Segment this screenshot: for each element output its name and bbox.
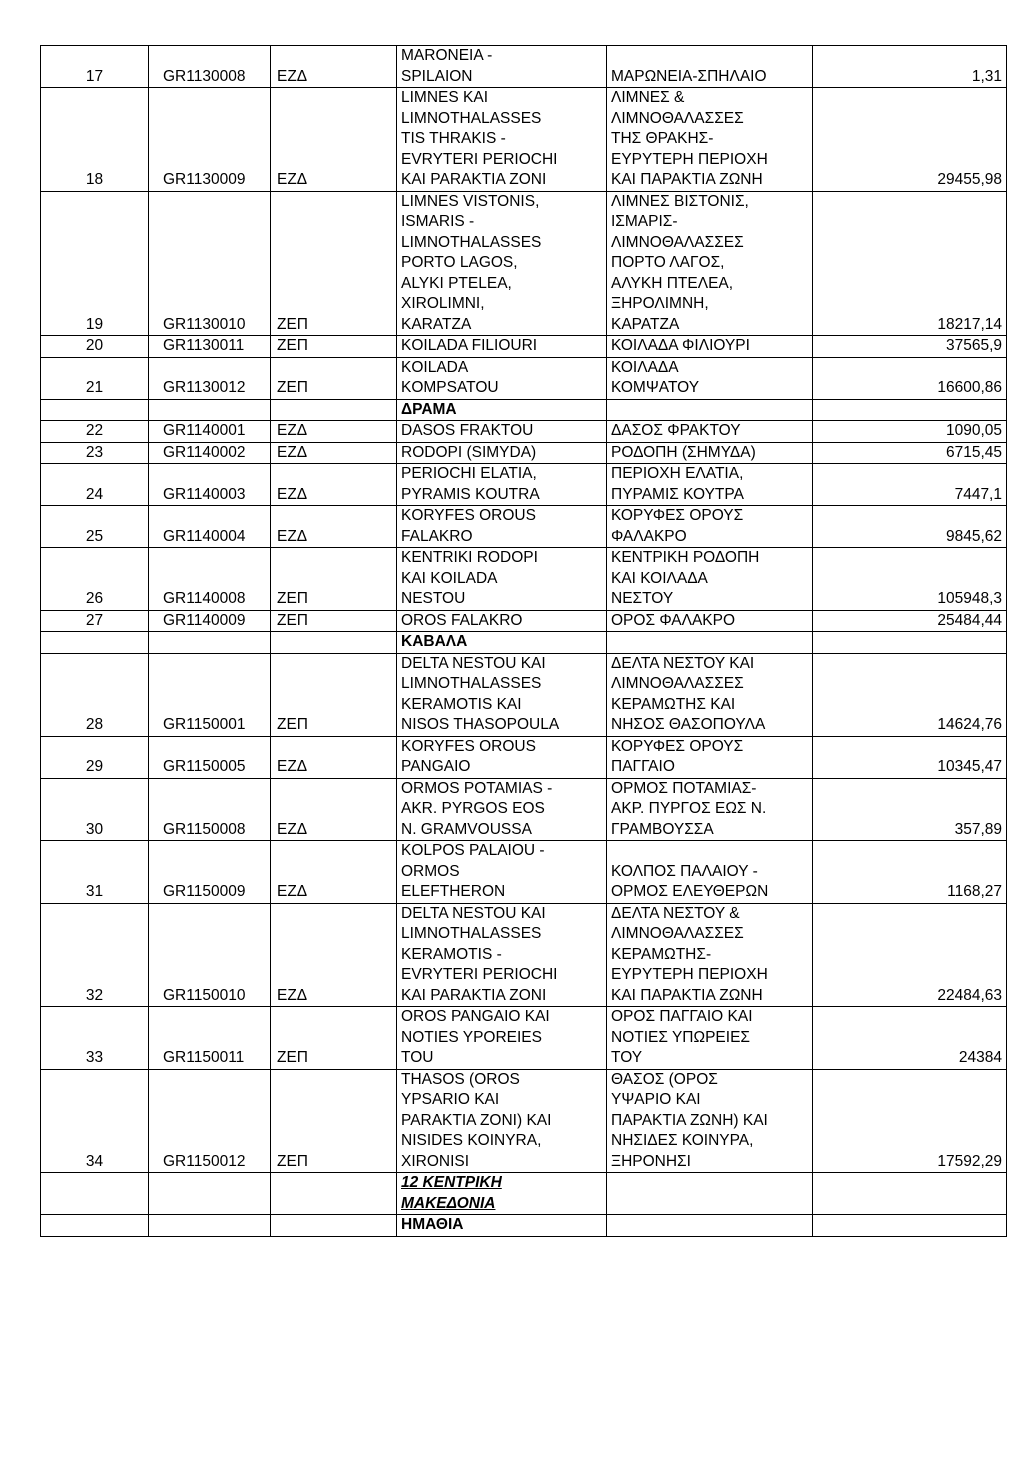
site-name-latin-cell: KENTRIKI RODOPI KAI KOILADA NESTOU	[397, 548, 607, 611]
area-cell: 357,89	[813, 778, 1007, 841]
row-number-cell: 28	[41, 653, 149, 736]
site-type-cell: ΖΕΠ	[271, 1007, 397, 1070]
site-code-cell: GR1140004	[149, 506, 271, 548]
site-name-latin-cell: RODOPI (SIMYDA)	[397, 442, 607, 464]
site-code-cell: GR1150009	[149, 841, 271, 904]
site-name-greek-cell: ΛΙΜΝΕΣ ΒΙΣΤΟΝΙΣ, ΙΣΜΑΡΙΣ- ΛΙΜΝΟΘΑΛΑΣΣΕΣ ΠΟΡΤΟ ΛΑΓΟΣ, ΑΛΥΚΗ ΠΤΕΛΕΑ, ΞΗΡΟΛΙΜΝΗ, ΚΑΡΑΤΖΑ	[607, 191, 813, 336]
site-name-latin-cell: LIMNES KAI LIMNOTHALASSES TIS THRAKIS - EVRYTERI PERIOCHI KAI PARAKTIA ZONI	[397, 88, 607, 192]
site-name-latin-cell: OROS PANGAIO KAI NOTIES YPOREIES TOU	[397, 1007, 607, 1070]
table-row	[41, 548, 1007, 611]
site-name-greek-cell: ΟΡΜΟΣ ΠΟΤΑΜΙΑΣ- ΑΚΡ. ΠΥΡΓΟΣ ΕΩΣ Ν. ΓΡΑΜΒΟΥΣΣΑ	[607, 778, 813, 841]
section-empty-cell	[813, 1215, 1007, 1237]
table-row	[41, 903, 1007, 1007]
site-code-cell: GR1150008	[149, 778, 271, 841]
table-body	[41, 46, 1007, 1237]
section-empty-cell	[271, 632, 397, 654]
table-row	[41, 653, 1007, 736]
section-empty-cell	[607, 632, 813, 654]
site-type-cell: ΖΕΠ	[271, 1069, 397, 1173]
site-type-cell: ΕΖΔ	[271, 841, 397, 904]
site-code-cell: GR1130008	[149, 46, 271, 88]
site-name-greek-cell: ΚΟΡΥΦΕΣ ΟΡΟΥΣ ΠΑΓΓΑΙΟ	[607, 736, 813, 778]
row-number-cell: 31	[41, 841, 149, 904]
area-cell: 22484,63	[813, 903, 1007, 1007]
section-empty-cell	[813, 632, 1007, 654]
table-row	[41, 841, 1007, 904]
protected-areas-table	[40, 45, 1007, 1237]
section-empty-cell	[149, 1173, 271, 1215]
site-code-cell: GR1150011	[149, 1007, 271, 1070]
area-cell: 14624,76	[813, 653, 1007, 736]
site-type-cell: ΖΕΠ	[271, 653, 397, 736]
section-heading: ΗΜΑΘΙΑ	[397, 1215, 607, 1237]
site-name-latin-cell: OROS FALAKRO	[397, 610, 607, 632]
site-code-cell: GR1150001	[149, 653, 271, 736]
area-cell: 25484,44	[813, 610, 1007, 632]
section-empty-cell	[607, 1215, 813, 1237]
table-row	[41, 88, 1007, 192]
row-number-cell: 21	[41, 357, 149, 399]
section-row	[41, 1173, 1007, 1215]
site-code-cell: GR1140009	[149, 610, 271, 632]
area-cell: 29455,98	[813, 88, 1007, 192]
site-name-latin-cell: KOILADA FILIOURI	[397, 336, 607, 358]
section-empty-cell	[41, 1215, 149, 1237]
site-code-cell: GR1130011	[149, 336, 271, 358]
site-name-greek-cell: ΛΙΜΝΕΣ & ΛΙΜΝΟΘΑΛΑΣΣΕΣ ΤΗΣ ΘΡΑΚΗΣ- ΕΥΡΥΤΕΡΗ ΠΕΡΙΟΧΗ ΚΑΙ ΠΑΡΑΚΤΙΑ ΖΩΝΗ	[607, 88, 813, 192]
site-name-greek-cell: ΡΟΔΟΠΗ (ΣΗΜΥΔΑ)	[607, 442, 813, 464]
site-code-cell: GR1150010	[149, 903, 271, 1007]
site-type-cell: ΖΕΠ	[271, 191, 397, 336]
site-type-cell: ΕΖΔ	[271, 506, 397, 548]
site-name-greek-cell: ΔΑΣΟΣ ΦΡΑΚΤΟΥ	[607, 421, 813, 443]
site-type-cell: ΕΖΔ	[271, 46, 397, 88]
row-number-cell: 23	[41, 442, 149, 464]
site-name-greek-cell: ΚΟΛΠΟΣ ΠΑΛΑΙΟΥ - ΟΡΜΟΣ ΕΛΕΥΘΕΡΩΝ	[607, 841, 813, 904]
site-name-greek-cell: ΚΟΙΛΑΔΑ ΚΟΜΨΑΤΟΥ	[607, 357, 813, 399]
site-code-cell: GR1140008	[149, 548, 271, 611]
section-heading: ΔΡΑΜΑ	[397, 399, 607, 421]
row-number-cell: 22	[41, 421, 149, 443]
table-row	[41, 1007, 1007, 1070]
site-type-cell: ΖΕΠ	[271, 357, 397, 399]
site-type-cell: ΕΖΔ	[271, 442, 397, 464]
site-name-greek-cell: ΜΑΡΩΝΕΙΑ-ΣΠΗΛΑΙΟ	[607, 46, 813, 88]
section-row	[41, 399, 1007, 421]
table-row	[41, 357, 1007, 399]
row-number-cell: 33	[41, 1007, 149, 1070]
area-cell: 1090,05	[813, 421, 1007, 443]
site-name-greek-cell: ΚΕΝΤΡΙΚΗ ΡΟΔΟΠΗ ΚΑΙ ΚΟΙΛΑΔΑ ΝΕΣΤΟΥ	[607, 548, 813, 611]
site-name-latin-cell: KORYFES OROUS FALAKRO	[397, 506, 607, 548]
area-cell: 7447,1	[813, 464, 1007, 506]
site-name-latin-cell: MARONEIA - SPILAION	[397, 46, 607, 88]
table-row	[41, 464, 1007, 506]
area-cell: 9845,62	[813, 506, 1007, 548]
site-name-latin-cell: KOILADA KOMPSATOU	[397, 357, 607, 399]
table-row	[41, 736, 1007, 778]
section-row	[41, 1215, 1007, 1237]
site-name-greek-cell: ΚΟΙΛΑΔΑ ΦΙΛΙΟΥΡΙ	[607, 336, 813, 358]
site-name-latin-cell: KOLPOS PALAIOU - ORMOS ELEFTHERON	[397, 841, 607, 904]
row-number-cell: 19	[41, 191, 149, 336]
site-type-cell: ΕΖΔ	[271, 778, 397, 841]
site-name-latin-cell: DASOS FRAKTOU	[397, 421, 607, 443]
row-number-cell: 27	[41, 610, 149, 632]
site-type-cell: ΖΕΠ	[271, 336, 397, 358]
area-cell: 24384	[813, 1007, 1007, 1070]
site-type-cell: ΖΕΠ	[271, 610, 397, 632]
area-cell: 1,31	[813, 46, 1007, 88]
table-row	[41, 610, 1007, 632]
row-number-cell: 29	[41, 736, 149, 778]
row-number-cell: 30	[41, 778, 149, 841]
table-row	[41, 506, 1007, 548]
row-number-cell: 17	[41, 46, 149, 88]
row-number-cell: 26	[41, 548, 149, 611]
row-number-cell: 32	[41, 903, 149, 1007]
row-number-cell: 24	[41, 464, 149, 506]
section-row	[41, 632, 1007, 654]
site-type-cell: ΕΖΔ	[271, 421, 397, 443]
site-code-cell: GR1130010	[149, 191, 271, 336]
section-empty-cell	[271, 1215, 397, 1237]
site-code-cell: GR1150005	[149, 736, 271, 778]
section-empty-cell	[813, 399, 1007, 421]
section-empty-cell	[271, 399, 397, 421]
table-row	[41, 1069, 1007, 1173]
site-name-latin-cell: LIMNES VISTONIS, ISMARIS - LIMNOTHALASSES PORTO LAGOS, ALYKI PTELEA, XIROLIMNI, KARATZA	[397, 191, 607, 336]
site-type-cell: ΖΕΠ	[271, 548, 397, 611]
site-type-cell: ΕΖΔ	[271, 736, 397, 778]
site-name-latin-cell: THASOS (OROS YPSARIO KAI PARAKTIA ZONI) KAI NISIDES KOINYRA, XIRONISI	[397, 1069, 607, 1173]
table-row	[41, 778, 1007, 841]
area-cell: 17592,29	[813, 1069, 1007, 1173]
site-type-cell: ΕΖΔ	[271, 903, 397, 1007]
site-code-cell: GR1140003	[149, 464, 271, 506]
area-cell: 6715,45	[813, 442, 1007, 464]
area-cell: 105948,3	[813, 548, 1007, 611]
area-cell: 1168,27	[813, 841, 1007, 904]
section-empty-cell	[41, 632, 149, 654]
section-empty-cell	[149, 1215, 271, 1237]
site-type-cell: ΕΖΔ	[271, 464, 397, 506]
section-empty-cell	[41, 399, 149, 421]
site-code-cell: GR1140001	[149, 421, 271, 443]
table-row	[41, 336, 1007, 358]
row-number-cell: 20	[41, 336, 149, 358]
site-name-latin-cell: ORMOS POTAMIAS - AKR. PYRGOS EOS N. GRAMVOUSSA	[397, 778, 607, 841]
site-code-cell: GR1150012	[149, 1069, 271, 1173]
section-empty-cell	[813, 1173, 1007, 1215]
section-empty-cell	[41, 1173, 149, 1215]
section-empty-cell	[607, 1173, 813, 1215]
site-name-greek-cell: ΔΕΛΤΑ ΝΕΣΤΟΥ & ΛΙΜΝΟΘΑΛΑΣΣΕΣ ΚΕΡΑΜΩΤΗΣ- ΕΥΡΥΤΕΡΗ ΠΕΡΙΟΧΗ ΚΑΙ ΠΑΡΑΚΤΙΑ ΖΩΝΗ	[607, 903, 813, 1007]
site-code-cell: GR1130009	[149, 88, 271, 192]
site-code-cell: GR1140002	[149, 442, 271, 464]
section-empty-cell	[271, 1173, 397, 1215]
table-row	[41, 46, 1007, 88]
site-name-latin-cell: DELTA NESTOU KAI LIMNOTHALASSES KERAMOTIS - EVRYTERI PERIOCHI KAI PARAKTIA ZONI	[397, 903, 607, 1007]
section-empty-cell	[149, 399, 271, 421]
row-number-cell: 34	[41, 1069, 149, 1173]
section-empty-cell	[607, 399, 813, 421]
row-number-cell: 25	[41, 506, 149, 548]
table-row	[41, 442, 1007, 464]
site-name-latin-cell: DELTA NESTOU KAI LIMNOTHALASSES KERAMOTIS KAI NISOS THASOPOULA	[397, 653, 607, 736]
area-cell: 37565,9	[813, 336, 1007, 358]
site-name-greek-cell: ΠΕΡΙΟΧΗ ΕΛΑΤΙΑ, ΠΥΡΑΜΙΣ ΚΟΥΤΡΑ	[607, 464, 813, 506]
site-name-greek-cell: ΘΑΣΟΣ (ΟΡΟΣ ΥΨΑΡΙΟ ΚΑΙ ΠΑΡΑΚΤΙΑ ΖΩΝΗ) ΚΑΙ ΝΗΣΙΔΕΣ ΚΟΙΝΥΡΑ, ΞΗΡΟΝΗΣΙ	[607, 1069, 813, 1173]
site-name-greek-cell: ΔΕΛΤΑ ΝΕΣΤΟΥ ΚΑΙ ΛΙΜΝΟΘΑΛΑΣΣΕΣ ΚΕΡΑΜΩΤΗΣ ΚΑΙ ΝΗΣΟΣ ΘΑΣΟΠΟΥΛΑ	[607, 653, 813, 736]
site-name-latin-cell: PERIOCHI ELATIA, PYRAMIS KOUTRA	[397, 464, 607, 506]
row-number-cell: 18	[41, 88, 149, 192]
site-name-greek-cell: ΟΡΟΣ ΦΑΛΑΚΡΟ	[607, 610, 813, 632]
table-row	[41, 421, 1007, 443]
site-type-cell: ΕΖΔ	[271, 88, 397, 192]
section-heading: 12 ΚΕΝΤΡΙΚΗ ΜΑΚΕΔΟΝΙΑ	[397, 1173, 607, 1215]
section-heading: ΚΑΒΑΛΑ	[397, 632, 607, 654]
area-cell: 16600,86	[813, 357, 1007, 399]
site-name-greek-cell: ΚΟΡΥΦΕΣ ΟΡΟΥΣ ΦΑΛΑΚΡΟ	[607, 506, 813, 548]
area-cell: 10345,47	[813, 736, 1007, 778]
area-cell: 18217,14	[813, 191, 1007, 336]
table-row	[41, 191, 1007, 336]
section-empty-cell	[149, 632, 271, 654]
site-code-cell: GR1130012	[149, 357, 271, 399]
site-name-greek-cell: ΟΡΟΣ ΠΑΓΓΑΙΟ ΚΑΙ ΝΟΤΙΕΣ ΥΠΩΡΕΙΕΣ ΤΟΥ	[607, 1007, 813, 1070]
site-name-latin-cell: KORYFES OROUS PANGAIO	[397, 736, 607, 778]
